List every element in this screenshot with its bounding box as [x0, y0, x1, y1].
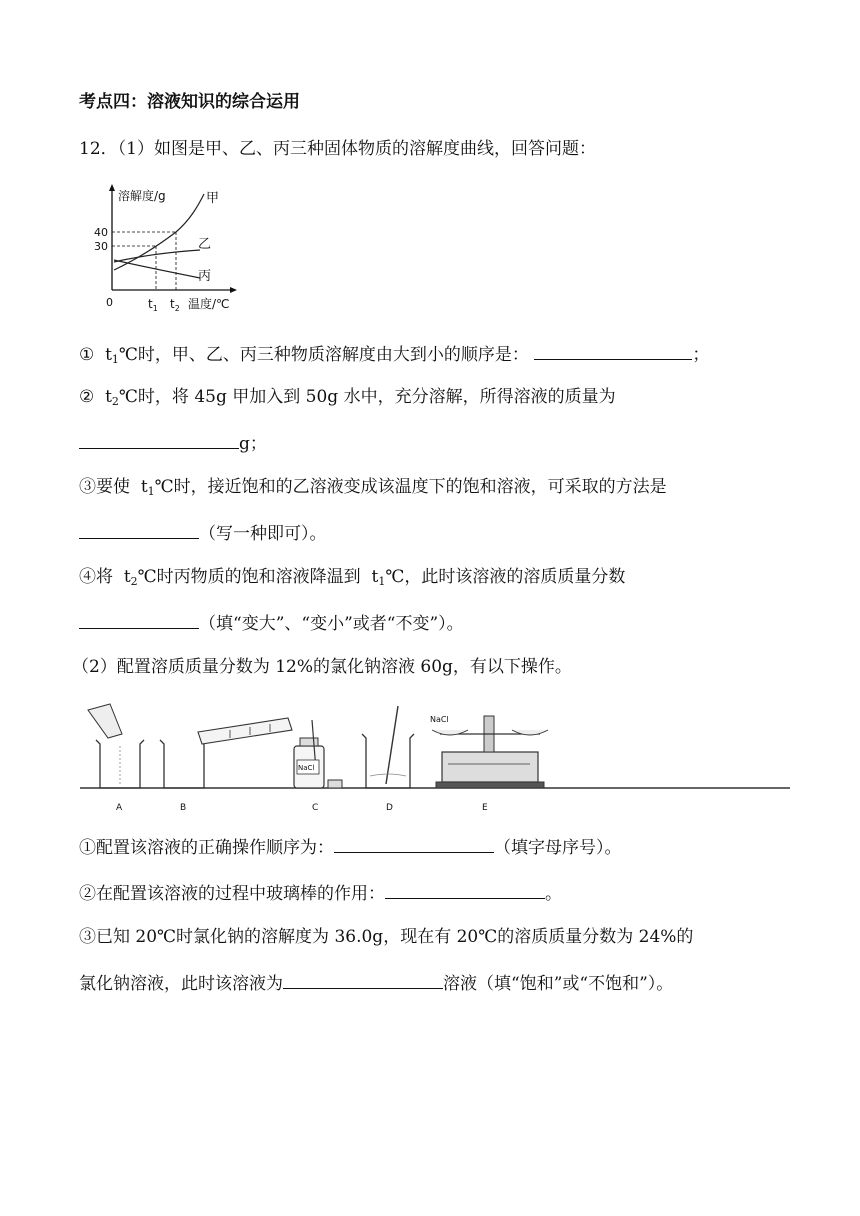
apparatus-b — [160, 718, 292, 788]
x-tick-t1: $t_1$ — [148, 297, 158, 313]
apparatus-a — [88, 704, 144, 788]
question-part-3-answer: （写一种即可）。 — [79, 520, 327, 546]
question-part-2: ② $t_2℃$时，将 45g 甲加入到 50g 水中，充分溶解，所得溶液的质量为 — [79, 387, 616, 408]
origin-label: 0 — [106, 296, 113, 309]
answer-blank-5[interactable] — [334, 834, 494, 853]
series-label-jia: 甲 — [206, 191, 220, 206]
label-c: C — [312, 803, 319, 813]
curve-yi — [114, 250, 200, 262]
label-b: B — [180, 803, 187, 813]
apparatus-c — [294, 720, 342, 788]
question-part-4: ④将 $t_2℃$时丙物质的饱和溶液降温到 $t_1℃$，此时该溶液的溶质质量分数 — [79, 567, 626, 588]
label-a: A — [116, 803, 123, 813]
x-axis-label: 温度/℃ — [188, 297, 230, 311]
answer-blank-3[interactable] — [79, 520, 199, 539]
sub-question-1: ①配置该溶液的正确操作顺序为： （填字母序号）。 — [79, 834, 622, 860]
y-tick-40: 40 — [94, 226, 108, 239]
series-label-bing: 丙 — [198, 269, 212, 284]
answer-blank-4[interactable] — [79, 610, 199, 629]
question-12-intro: 12．（1）如图是甲、乙、丙三种固体物质的溶解度曲线，回答问题： — [79, 139, 596, 159]
y-axis-arrow — [109, 184, 115, 191]
sub-question-2: ②在配置该溶液的过程中玻璃棒的作用： 。 — [79, 880, 562, 906]
question-part-2-intro: （2）配置溶质质量分数为 12%的氯化钠溶液 60g，有以下操作。 — [72, 657, 572, 677]
bottle-label: NaCl — [298, 764, 315, 772]
pan-label: NaCl — [430, 715, 449, 724]
sub-question-3-cont: 氯化钠溶液，此时该溶液为 溶液（填“饱和”或“不饱和”）。 — [79, 970, 673, 996]
operations-figure — [80, 700, 800, 820]
curve-bing — [114, 260, 200, 278]
label-d: D — [386, 803, 393, 813]
question-part-2-answer: g； — [79, 430, 267, 456]
y-axis-label: 溶解度/g — [118, 189, 166, 203]
label-e: E — [482, 803, 488, 813]
x-tick-t2: $t_2$ — [170, 297, 180, 313]
solubility-curve-graph — [94, 182, 240, 322]
question-part-3: ③要使 $t_1℃$时，接近饱和的乙溶液变成该温度下的饱和溶液，可采取的方法是 — [79, 477, 667, 498]
apparatus-d — [362, 706, 414, 788]
question-part-4-answer: （填“变大”、“变小”或者“不变”）。 — [79, 610, 464, 636]
sub-question-3: ③已知 20℃时氯化钠的溶解度为 36.0g，现在有 20℃的溶质质量分数为 24%的 — [79, 927, 694, 947]
question-part-1: ① $t_1℃$时，甲、乙、丙三种物质溶解度由大到小的顺序是： ； — [79, 341, 709, 367]
x-axis-arrow — [230, 287, 237, 293]
answer-blank-1[interactable] — [534, 341, 692, 360]
answer-blank-6[interactable] — [385, 880, 545, 899]
answer-blank-7[interactable] — [283, 970, 443, 989]
section-heading: 考点四：溶液知识的综合运用 — [79, 92, 300, 112]
apparatus-e — [430, 715, 548, 788]
answer-blank-2[interactable] — [79, 430, 239, 449]
series-label-yi: 乙 — [198, 237, 212, 252]
y-tick-30: 30 — [94, 240, 108, 253]
